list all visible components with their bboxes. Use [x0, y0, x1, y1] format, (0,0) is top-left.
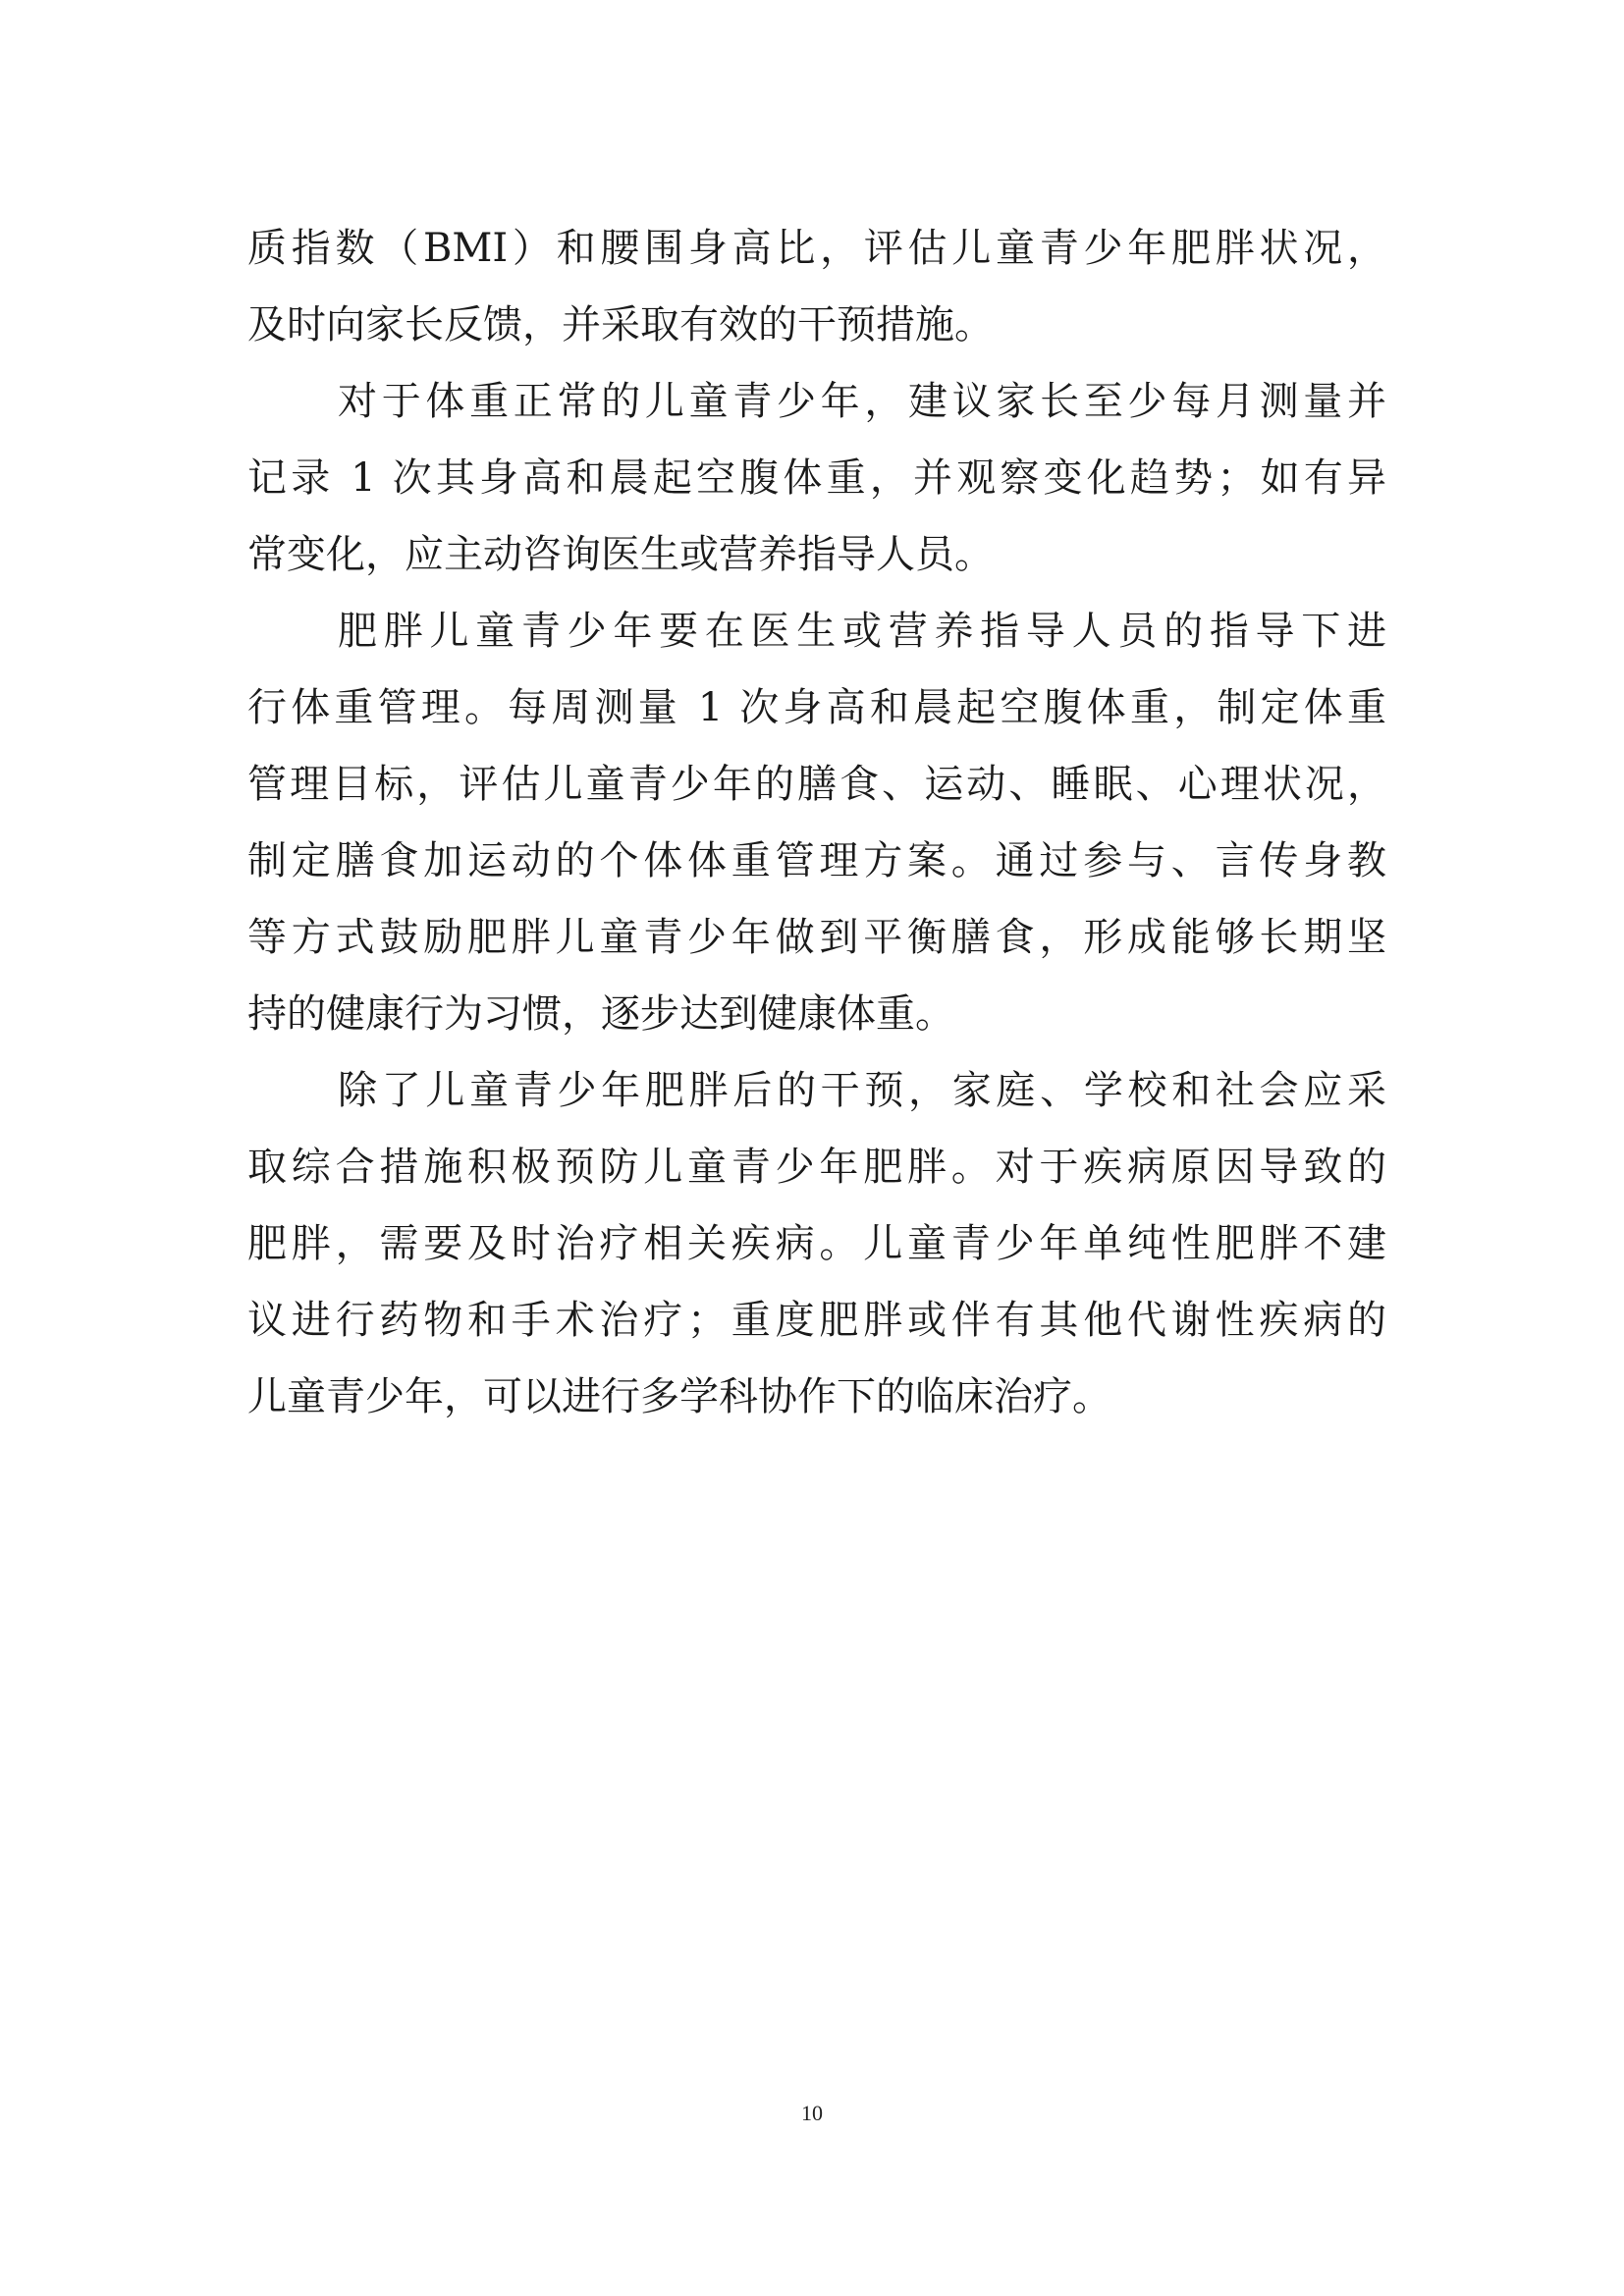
body-text [247, 210, 1386, 1435]
paragraph-obesity-management [247, 593, 1386, 1052]
text-line: 行体重管理。每周测量 1 次身高和晨起空腹体重，制定体重 [247, 685, 1386, 730]
text-line: 儿童青少年，可以进行多学科协作下的临床治疗。 [247, 1374, 1111, 1419]
text-line: 取综合措施积极预防儿童青少年肥胖。对于疾病原因导致的 [247, 1145, 1386, 1190]
text-line: 除了儿童青少年肥胖后的干预，家庭、学校和社会应采 [338, 1068, 1386, 1113]
text-line: 管理目标，评估儿童青少年的膳食、运动、睡眠、心理状况， [247, 762, 1386, 807]
text-line: 肥胖，需要及时治疗相关疾病。儿童青少年单纯性肥胖不建 [247, 1221, 1386, 1266]
paragraph-normal-weight [247, 363, 1386, 593]
page-number: 10 [801, 2101, 823, 2125]
text-line: 议进行药物和手术治疗；重度肥胖或伴有其他代谢性疾病的 [247, 1298, 1386, 1343]
text-line: 及时向家长反馈，并采取有效的干预措施。 [247, 302, 994, 347]
text-line: 常变化，应主动咨询医生或营养指导人员。 [247, 532, 994, 577]
text-line: 等方式鼓励肥胖儿童青少年做到平衡膳食，形成能够长期坚 [247, 915, 1386, 960]
text-line: 对于体重正常的儿童青少年，建议家长至少每月测量并 [338, 379, 1386, 424]
paragraph-prevention [247, 1052, 1386, 1435]
text-line: 持的健康行为习惯，逐步达到健康体重。 [247, 991, 954, 1037]
text-line: 制定膳食加运动的个体体重管理方案。通过参与、言传身教 [247, 838, 1386, 883]
text-line: 质指数（BMI）和腰围身高比，评估儿童青少年肥胖状况， [247, 226, 1386, 271]
paragraph-bmi-assessment [247, 210, 1386, 363]
text-line: 肥胖儿童青少年要在医生或营养指导人员的指导下进 [338, 609, 1386, 654]
text-line: 记录 1 次其身高和晨起空腹体重，并观察变化趋势；如有异 [247, 455, 1386, 501]
